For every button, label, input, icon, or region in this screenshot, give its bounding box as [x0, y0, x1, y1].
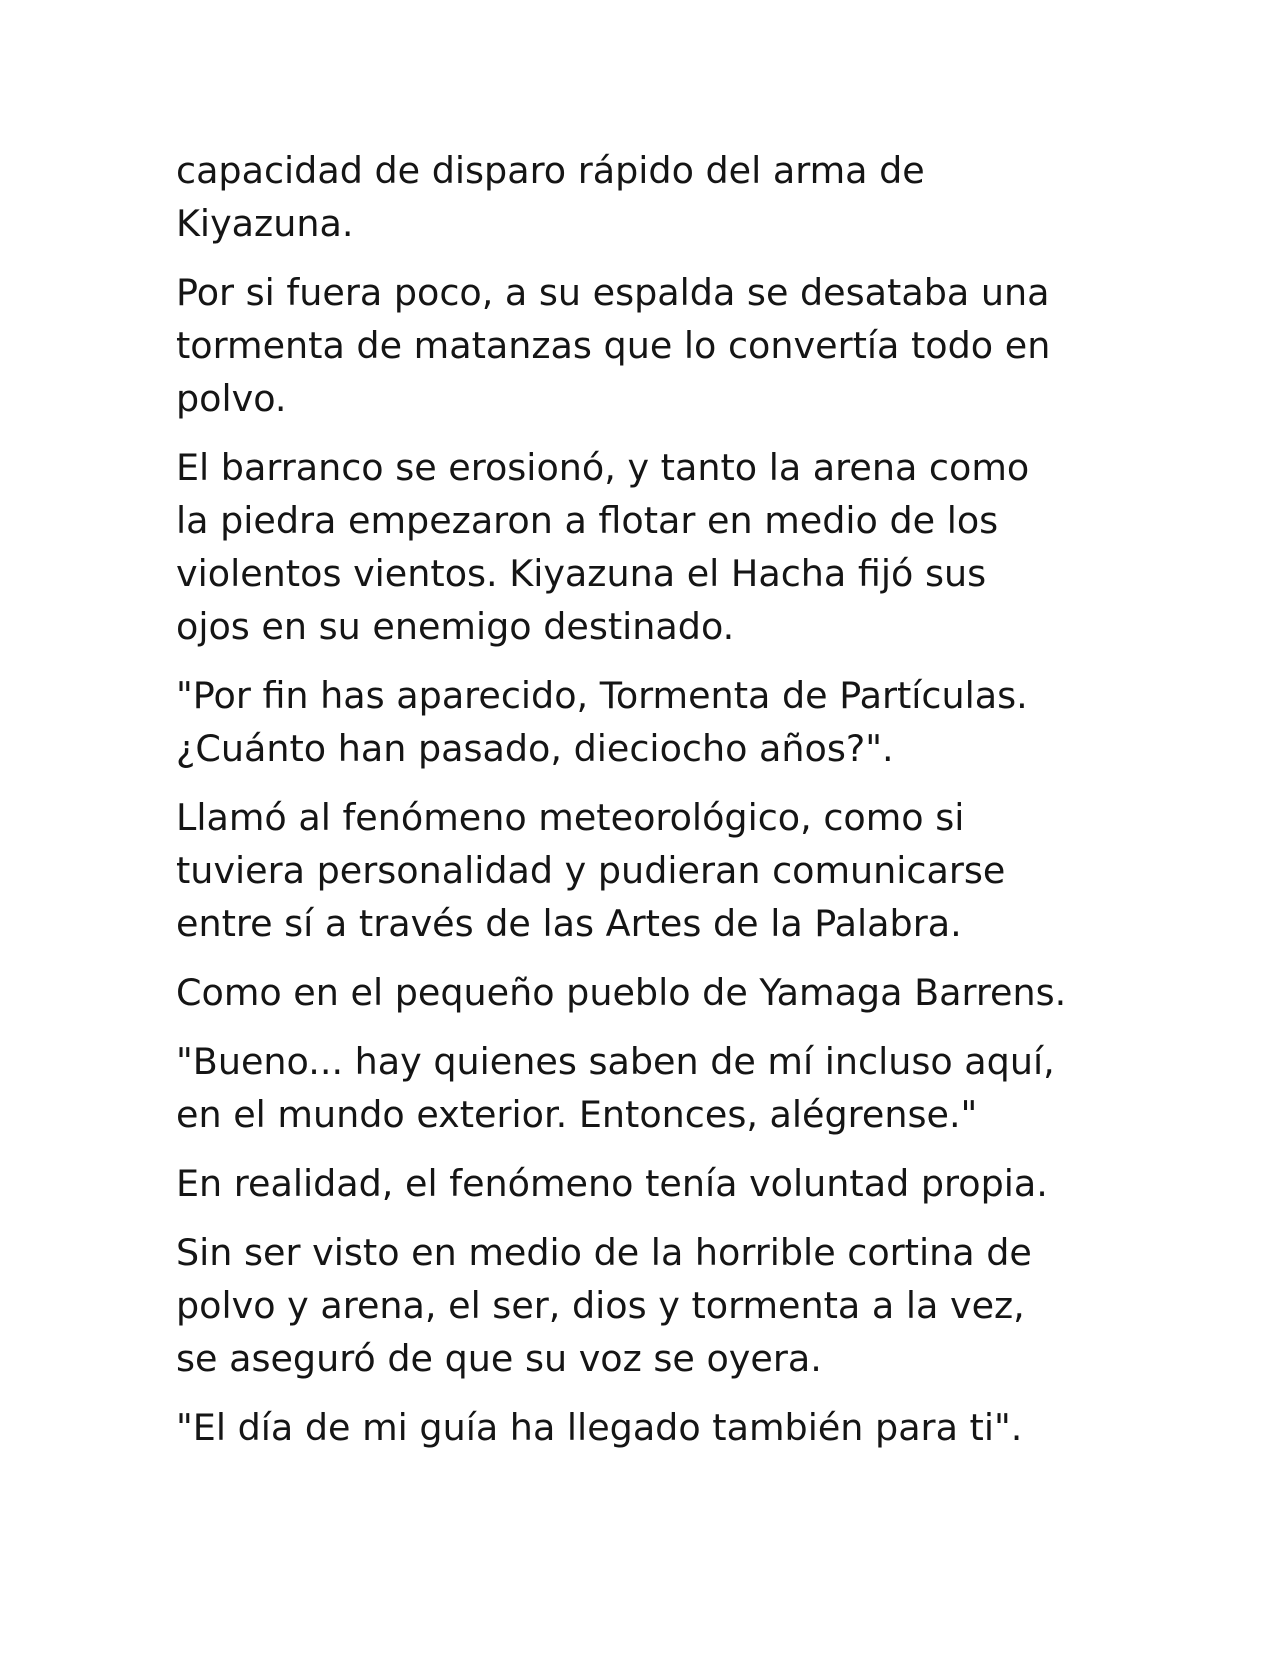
paragraph-4: "Por fin has aparecido, Tormenta de Partículas. ¿Cuánto han pasado, dieciocho años?".: [176, 674, 1028, 770]
document-page: [176, 144, 1116, 1470]
paragraph-10: "El día de mi guía ha llegado también para ti".: [176, 1406, 1023, 1449]
paragraph-8: En realidad, el fenómeno tenía voluntad propia.: [176, 1162, 1048, 1205]
paragraph-2: Por si fuera poco, a su espalda se desataba una tormenta de matanzas que lo convertía todo en polvo.: [176, 271, 1051, 420]
paragraph-6: Como en el pequeño pueblo de Yamaga Barrens.: [176, 971, 1067, 1014]
paragraph-5: Llamó al fenómeno meteorológico, como si tuviera personalidad y pudieran comunicarse entre sí a través de las Artes de la Palabra.: [176, 796, 1006, 945]
paragraph-3: El barranco se erosionó, y tanto la arena como la piedra empezaron a flotar en medio de los violentos vientos. Kiyazuna el Hacha fijó sus ojos en su enemigo destinado.: [176, 446, 1030, 648]
paragraph-9: Sin ser visto en medio de la horrible cortina de polvo y arena, el ser, dios y tormenta a la vez, se aseguró de que su voz se oyera.: [176, 1231, 1032, 1380]
paragraph-1: capacidad de disparo rápido del arma de Kiyazuna.: [176, 149, 925, 245]
paragraph-7: "Bueno... hay quienes saben de mí incluso aquí, en el mundo exterior. Entonces, alégrense.": [176, 1040, 1055, 1136]
